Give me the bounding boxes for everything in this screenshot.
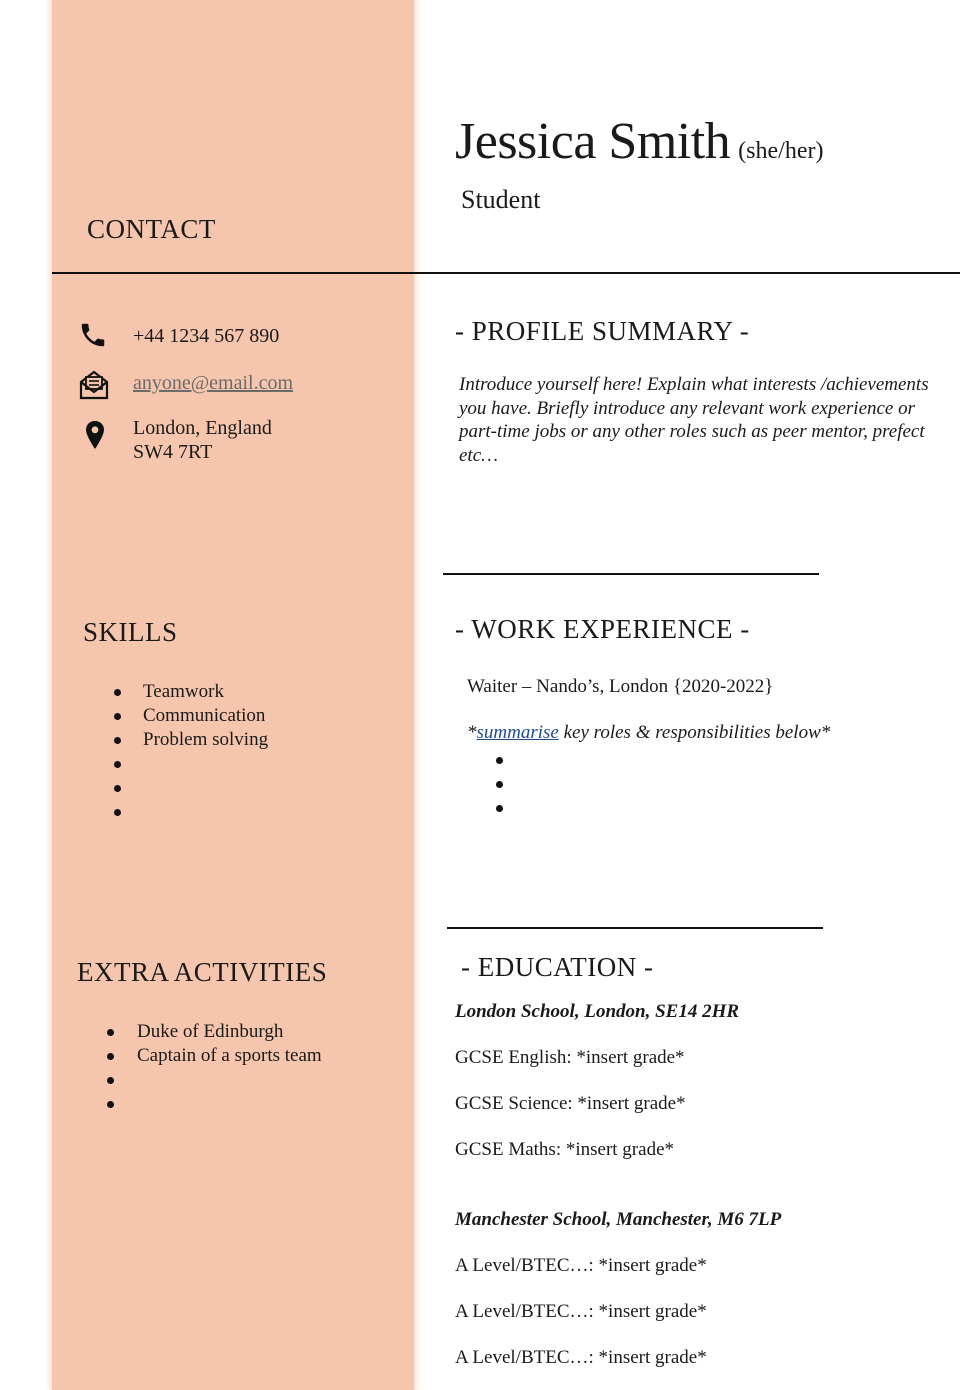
work-bullet	[467, 772, 507, 796]
activity-item: Captain of a sports team	[78, 1044, 322, 1068]
profile-summary-heading: - PROFILE SUMMARY -	[455, 316, 750, 346]
location-pin-icon	[85, 420, 105, 450]
contact-phone: +44 1234 567 890	[133, 325, 280, 347]
education-heading: - EDUCATION -	[461, 952, 654, 982]
candidate-title: Student	[461, 185, 541, 214]
profile-divider	[443, 573, 819, 575]
contact-address	[133, 416, 272, 464]
work-job-title: Waiter – Nando’s, London {2020-2022}	[467, 676, 774, 697]
education-grade-line: GCSE Maths: *insert grade*	[455, 1139, 675, 1160]
school-name: Manchester School, Manchester, M6 7LP	[455, 1209, 782, 1230]
contact-email[interactable]: anyone@email.com	[133, 372, 294, 394]
skill-item	[83, 752, 268, 776]
activity-item: Duke of Edinburgh	[78, 1020, 322, 1044]
education-grade-line: A Level/BTEC…: *insert grade*	[455, 1255, 707, 1276]
work-note-prefix: *	[467, 722, 477, 743]
skills-heading: SKILLS	[83, 617, 178, 647]
activity-item	[78, 1092, 322, 1116]
candidate-name: Jessica Smith (she/her)	[455, 113, 824, 170]
phone-icon	[78, 320, 108, 350]
activity-item	[78, 1068, 322, 1092]
skill-item: Communication	[83, 704, 268, 728]
education-grade-line: GCSE English: *insert grade*	[455, 1047, 685, 1068]
skills-list	[83, 680, 268, 824]
work-note-link: summarise	[476, 722, 559, 743]
education-grade-line: A Level/BTEC…: *insert grade*	[455, 1347, 707, 1368]
skill-item	[83, 800, 268, 824]
extra-activities-heading: EXTRA ACTIVITIES	[77, 957, 328, 987]
skill-item: Teamwork	[83, 680, 268, 704]
address-line-1: London, England	[133, 417, 272, 439]
work-bullet	[467, 748, 507, 772]
education-grade-line: A Level/BTEC…: *insert grade*	[455, 1301, 707, 1322]
profile-summary-text: Introduce yourself here! Explain what interests /achievements you have. Briefly introduce any relevant work experience or part-time jobs or any other roles such as peer mentor, prefect etc…	[459, 374, 929, 466]
work-experience-heading: - WORK EXPERIENCE -	[455, 614, 750, 644]
pronouns: (she/her)	[738, 138, 824, 164]
extra-activities-list	[78, 1020, 322, 1116]
address-line-2: SW4 7RT	[133, 441, 213, 463]
work-note-rest: key roles & responsibilities below*	[558, 722, 831, 743]
contact-heading: CONTACT	[87, 214, 216, 244]
mail-icon	[78, 369, 110, 401]
work-bullet	[467, 796, 507, 820]
school-name: London School, London, SE14 2HR	[455, 1001, 740, 1022]
header-divider	[52, 272, 960, 274]
work-divider	[447, 927, 823, 929]
skill-item	[83, 776, 268, 800]
skill-item: Problem solving	[83, 728, 268, 752]
work-note	[467, 722, 830, 744]
work-bullets	[467, 748, 507, 820]
education-grade-line: GCSE Science: *insert grade*	[455, 1093, 686, 1114]
